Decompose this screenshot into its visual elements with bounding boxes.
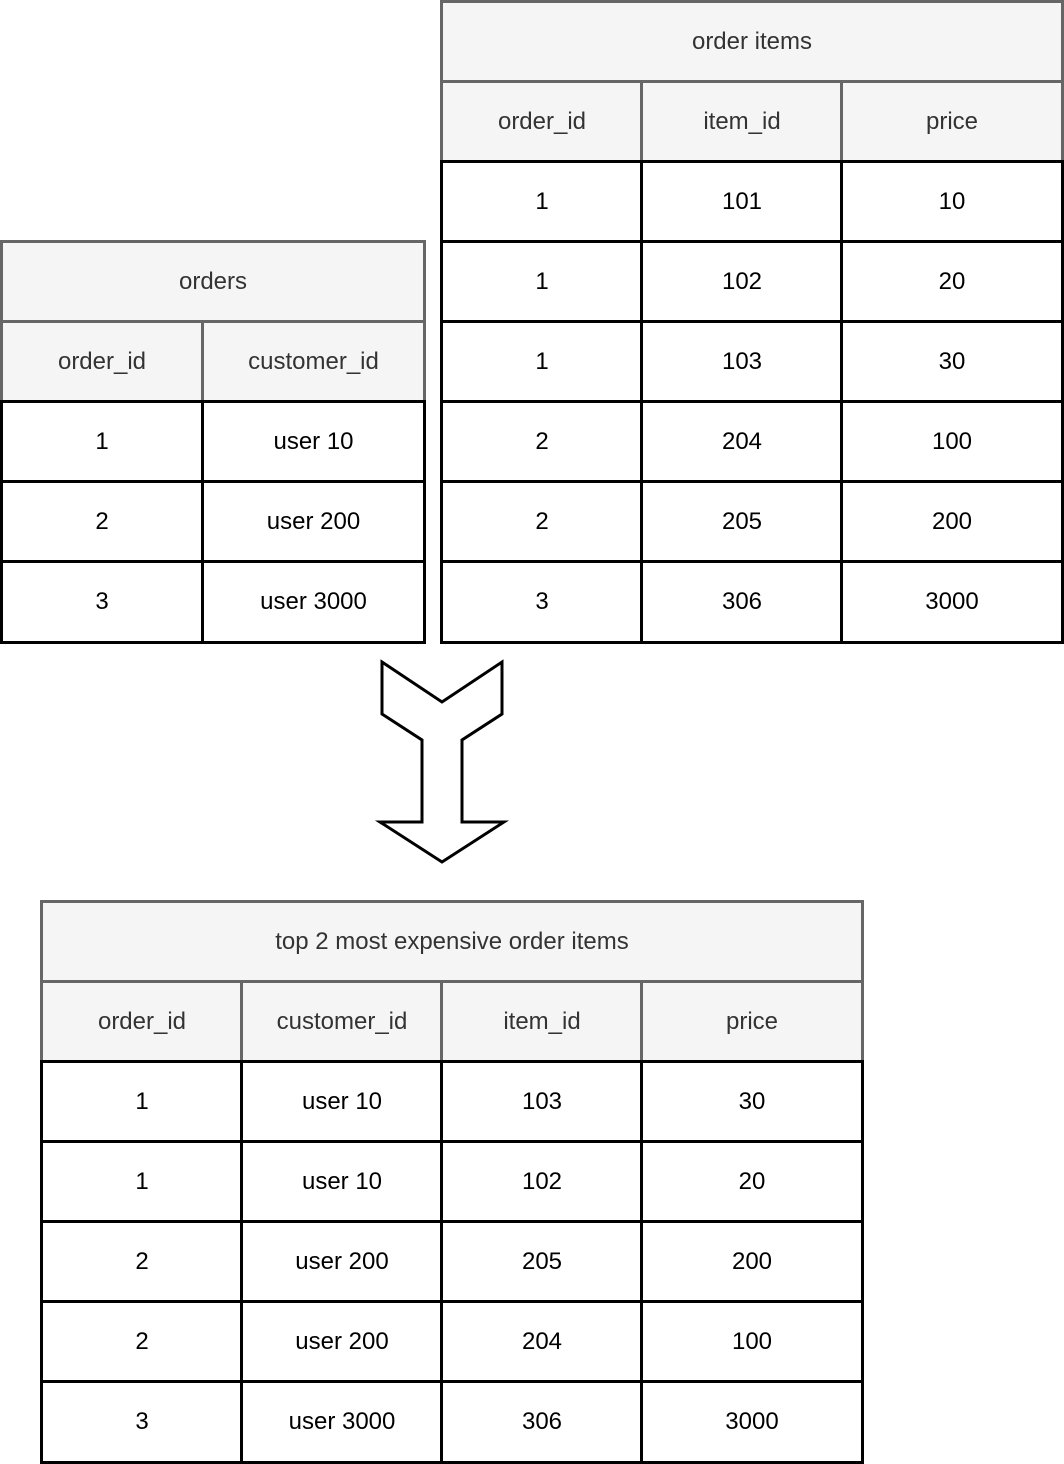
order-items-cell: 101 xyxy=(640,160,844,244)
order-items-header-price: price xyxy=(840,80,1064,163)
result-cell: 3 xyxy=(40,1380,244,1464)
order-items-cell: 10 xyxy=(840,160,1064,244)
result-header-customer-id: customer_id xyxy=(240,980,444,1063)
result-cell: 204 xyxy=(440,1300,644,1384)
order-items-cell: 102 xyxy=(640,240,844,324)
result-header-order-id: order_id xyxy=(40,980,244,1063)
order-items-header-order-id: order_id xyxy=(440,80,644,163)
result-cell: 200 xyxy=(640,1220,864,1304)
result-cell: 102 xyxy=(440,1140,644,1224)
orders-cell: 2 xyxy=(0,480,204,564)
orders-cell: user 10 xyxy=(201,400,426,484)
result-cell: user 200 xyxy=(240,1220,444,1304)
order-items-cell: 3000 xyxy=(840,560,1064,644)
result-cell: user 200 xyxy=(240,1300,444,1384)
result-cell: 100 xyxy=(640,1300,864,1384)
result-cell: 20 xyxy=(640,1140,864,1224)
merge-arrow-shape xyxy=(380,662,504,862)
order-items-cell: 204 xyxy=(640,400,844,484)
order-items-cell: 1 xyxy=(440,240,644,324)
order-items-cell: 1 xyxy=(440,320,644,404)
result-cell: 103 xyxy=(440,1060,644,1144)
result-cell: 30 xyxy=(640,1060,864,1144)
result-cell: 3000 xyxy=(640,1380,864,1464)
order-items-cell: 306 xyxy=(640,560,844,644)
result-header-price: price xyxy=(640,980,864,1063)
order-items-cell: 2 xyxy=(440,400,644,484)
result-cell: 1 xyxy=(40,1060,244,1144)
orders-cell: 1 xyxy=(0,400,204,484)
orders-cell: user 200 xyxy=(201,480,426,564)
order-items-cell: 100 xyxy=(840,400,1064,484)
order-items-header-item-id: item_id xyxy=(640,80,844,163)
result-cell: user 10 xyxy=(240,1140,444,1224)
result-cell: 2 xyxy=(40,1300,244,1384)
result-cell: 306 xyxy=(440,1380,644,1464)
order-items-cell: 3 xyxy=(440,560,644,644)
order-items-table-title: order items xyxy=(440,0,1064,83)
result-cell: 205 xyxy=(440,1220,644,1304)
orders-table-title: orders xyxy=(0,240,426,323)
order-items-cell: 205 xyxy=(640,480,844,564)
order-items-cell: 103 xyxy=(640,320,844,404)
order-items-cell: 1 xyxy=(440,160,644,244)
orders-header-order-id: order_id xyxy=(0,320,204,403)
order-items-cell: 2 xyxy=(440,480,644,564)
result-cell: 2 xyxy=(40,1220,244,1304)
result-table-title: top 2 most expensive order items xyxy=(40,900,864,983)
result-table xyxy=(40,900,864,1464)
order-items-cell: 30 xyxy=(840,320,1064,404)
order-items-cell: 200 xyxy=(840,480,1064,564)
result-cell: 1 xyxy=(40,1140,244,1224)
order-items-cell: 20 xyxy=(840,240,1064,324)
result-cell: user 10 xyxy=(240,1060,444,1144)
orders-header-customer-id: customer_id xyxy=(201,320,426,403)
orders-cell: user 3000 xyxy=(201,560,426,644)
result-header-item-id: item_id xyxy=(440,980,644,1063)
result-cell: user 3000 xyxy=(240,1380,444,1464)
orders-cell: 3 xyxy=(0,560,204,644)
